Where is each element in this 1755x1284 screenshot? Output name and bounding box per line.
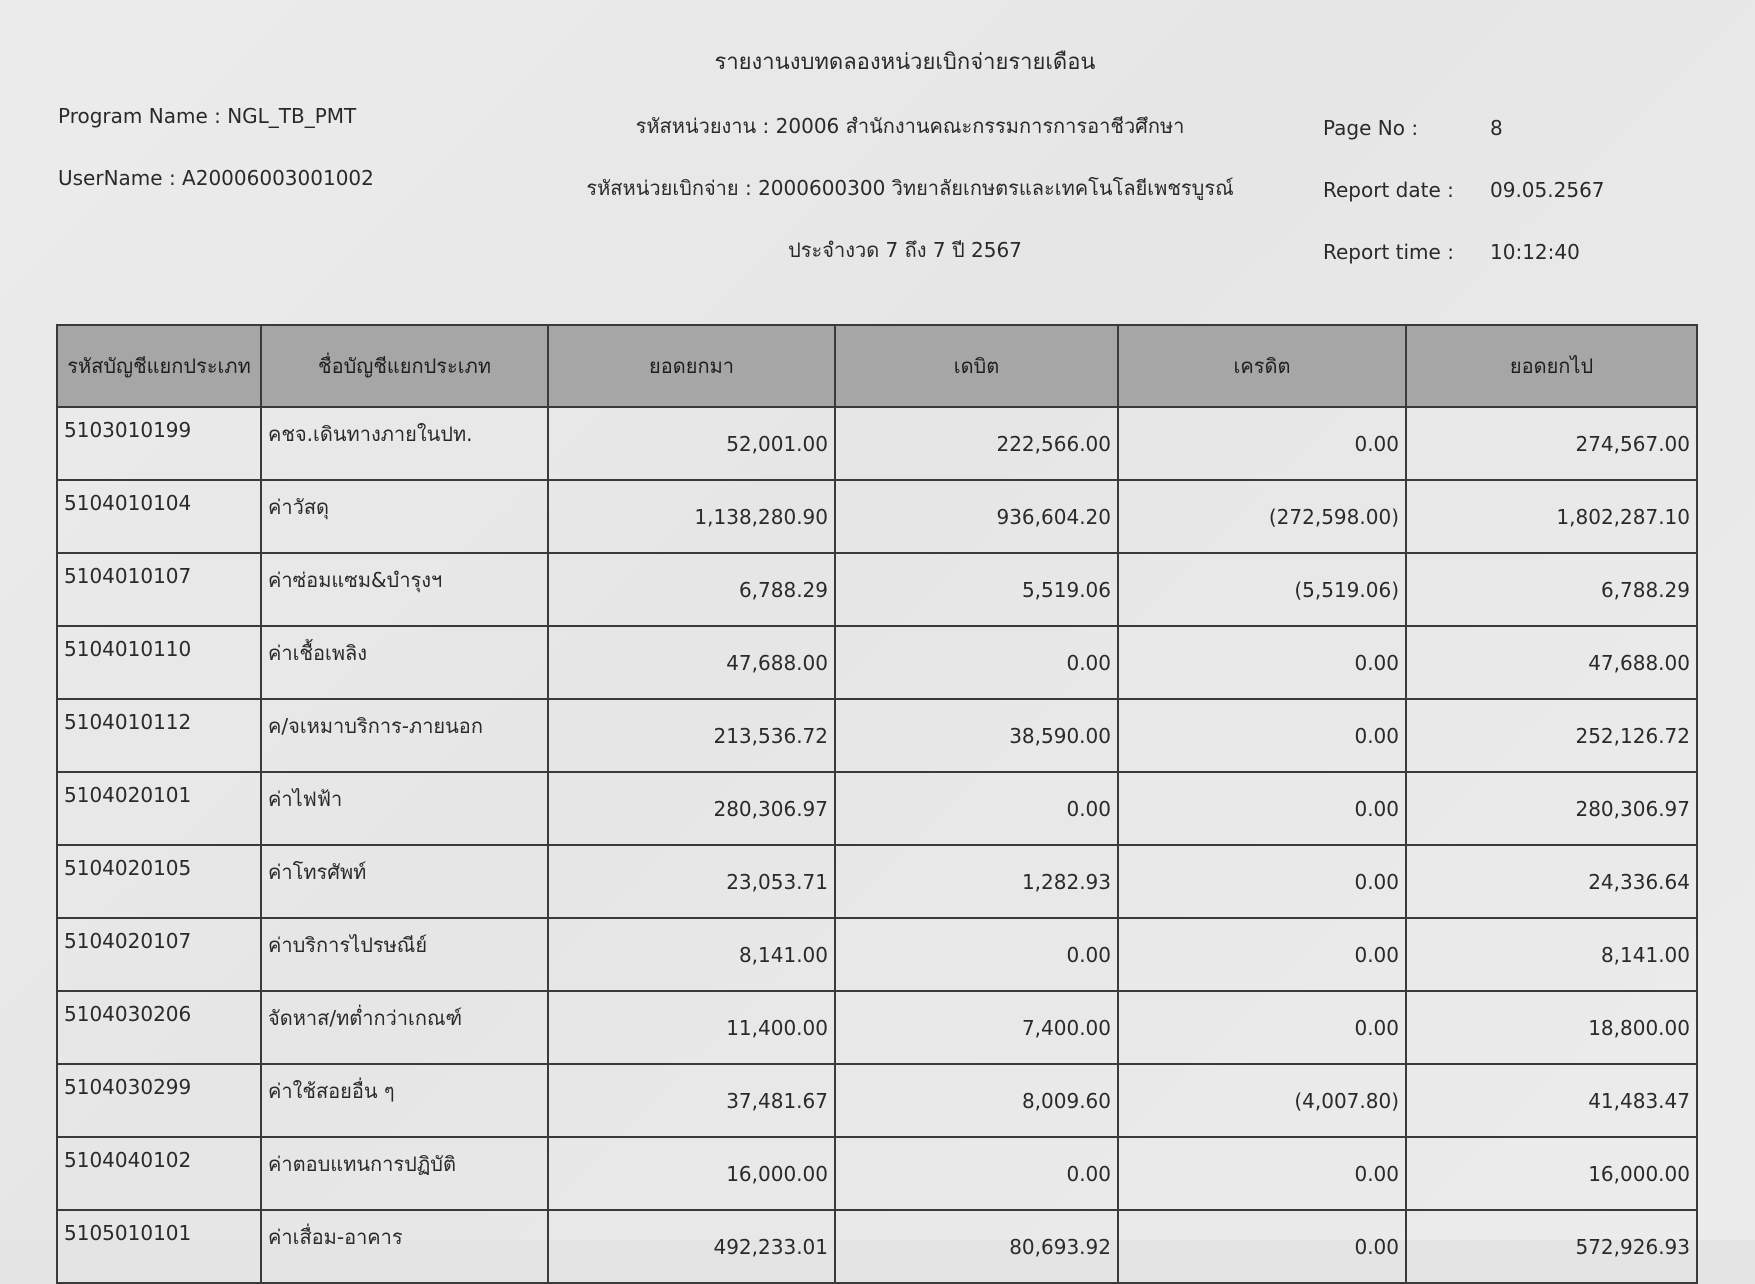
cell-debit: 0.00 <box>835 772 1118 845</box>
cell-carried-forward: 280,306.97 <box>1406 772 1697 845</box>
cell-brought-forward: 492,233.01 <box>548 1210 835 1283</box>
cell-brought-forward: 37,481.67 <box>548 1064 835 1137</box>
table-row <box>57 553 1697 626</box>
cell-carried-forward: 8,141.00 <box>1406 918 1697 991</box>
table-row <box>57 991 1697 1064</box>
cell-credit: 0.00 <box>1118 845 1406 918</box>
cell-debit: 38,590.00 <box>835 699 1118 772</box>
cell-debit: 0.00 <box>835 918 1118 991</box>
cell-account-name: ค/จเหมาบริการ-ภายนอก <box>261 699 548 772</box>
col-header-account-name: ชื่อบัญชีแยกประเภท <box>261 325 548 407</box>
table-header-row <box>57 325 1697 407</box>
cell-account-code: 5105010101 <box>57 1210 261 1283</box>
col-header-brought-forward: ยอดยกมา <box>548 325 835 407</box>
cell-debit: 1,282.93 <box>835 845 1118 918</box>
cell-credit: (4,007.80) <box>1118 1064 1406 1137</box>
table-row <box>57 1064 1697 1137</box>
cell-debit: 936,604.20 <box>835 480 1118 553</box>
cell-account-name: จัดหาส/ทต่ำกว่าเกณฑ์ <box>261 991 548 1064</box>
col-header-carried-forward: ยอดยกไป <box>1406 325 1697 407</box>
cell-debit: 0.00 <box>835 1137 1118 1210</box>
cell-account-code: 5103010199 <box>57 407 261 480</box>
table-row <box>57 772 1697 845</box>
cell-account-name: คชจ.เดินทางภายในปท. <box>261 407 548 480</box>
cell-account-name: ค่าเสื่อม-อาคาร <box>261 1210 548 1283</box>
table-row <box>57 1137 1697 1210</box>
report-date-value: 09.05.2567 <box>1490 178 1605 202</box>
cell-account-name: ค่าตอบแทนการปฏิบัติ <box>261 1137 548 1210</box>
cell-carried-forward: 572,926.93 <box>1406 1210 1697 1283</box>
cell-account-name: ค่าไฟฟ้า <box>261 772 548 845</box>
cell-brought-forward: 280,306.97 <box>548 772 835 845</box>
cell-brought-forward: 11,400.00 <box>548 991 835 1064</box>
table-row <box>57 407 1697 480</box>
table-body <box>57 407 1697 1283</box>
cell-brought-forward: 23,053.71 <box>548 845 835 918</box>
cell-brought-forward: 213,536.72 <box>548 699 835 772</box>
cell-credit: 0.00 <box>1118 1210 1406 1283</box>
cell-credit: (272,598.00) <box>1118 480 1406 553</box>
report-period: ประจำงวด 7 ถึง 7 ปี 2567 <box>788 238 1022 262</box>
cell-account-name: ค่าวัสดุ <box>261 480 548 553</box>
cell-carried-forward: 252,126.72 <box>1406 699 1697 772</box>
table-row <box>57 918 1697 991</box>
cell-brought-forward: 47,688.00 <box>548 626 835 699</box>
report-title: รายงานงบทดลองหน่วยเบิกจ่ายรายเดือน <box>714 50 1096 75</box>
table-row <box>57 699 1697 772</box>
cell-debit: 8,009.60 <box>835 1064 1118 1137</box>
col-header-account-code: รหัสบัญชีแยกประเภท <box>57 325 261 407</box>
cell-brought-forward: 16,000.00 <box>548 1137 835 1210</box>
cell-carried-forward: 1,802,287.10 <box>1406 480 1697 553</box>
disbursement-unit: รหัสหน่วยเบิกจ่าย : 2000600300 วิทยาลัยเกษตรและเทคโนโลยีเพชรบูรณ์ <box>586 176 1234 200</box>
cell-account-code: 5104020105 <box>57 845 261 918</box>
cell-credit: 0.00 <box>1118 772 1406 845</box>
col-header-credit: เครดิต <box>1118 325 1406 407</box>
cell-account-code: 5104010112 <box>57 699 261 772</box>
cell-debit: 222,566.00 <box>835 407 1118 480</box>
cell-account-name: ค่าเชื้อเพลิง <box>261 626 548 699</box>
report-time-value: 10:12:40 <box>1490 240 1580 264</box>
cell-debit: 5,519.06 <box>835 553 1118 626</box>
cell-account-code: 5104010110 <box>57 626 261 699</box>
cell-carried-forward: 41,483.47 <box>1406 1064 1697 1137</box>
table-row <box>57 1210 1697 1283</box>
table-row <box>57 845 1697 918</box>
cell-credit: 0.00 <box>1118 918 1406 991</box>
cell-brought-forward: 52,001.00 <box>548 407 835 480</box>
cell-carried-forward: 47,688.00 <box>1406 626 1697 699</box>
cell-credit: 0.00 <box>1118 991 1406 1064</box>
table-row <box>57 626 1697 699</box>
program-name: Program Name : NGL_TB_PMT <box>58 104 357 128</box>
cell-carried-forward: 24,336.64 <box>1406 845 1697 918</box>
report-time-label: Report time : <box>1323 240 1454 264</box>
cell-debit: 80,693.92 <box>835 1210 1118 1283</box>
cell-credit: 0.00 <box>1118 626 1406 699</box>
report-date-label: Report date : <box>1323 178 1454 202</box>
cell-account-name: ค่าบริการไปรษณีย์ <box>261 918 548 991</box>
cell-carried-forward: 274,567.00 <box>1406 407 1697 480</box>
cell-account-name: ค่าซ่อมแซม&บำรุงฯ <box>261 553 548 626</box>
cell-account-code: 5104030206 <box>57 991 261 1064</box>
cell-carried-forward: 6,788.29 <box>1406 553 1697 626</box>
cell-carried-forward: 16,000.00 <box>1406 1137 1697 1210</box>
cell-account-code: 5104010107 <box>57 553 261 626</box>
cell-account-code: 5104020107 <box>57 918 261 991</box>
cell-credit: 0.00 <box>1118 407 1406 480</box>
cell-debit: 7,400.00 <box>835 991 1118 1064</box>
page-no-label: Page No : <box>1323 116 1419 140</box>
cell-brought-forward: 1,138,280.90 <box>548 480 835 553</box>
table-row <box>57 480 1697 553</box>
page-no-value: 8 <box>1490 116 1503 140</box>
cell-credit: 0.00 <box>1118 1137 1406 1210</box>
username: UserName : A20006003001002 <box>58 166 374 190</box>
cell-account-name: ค่าใช้สอยอื่น ๆ <box>261 1064 548 1137</box>
cell-account-code: 5104040102 <box>57 1137 261 1210</box>
cell-credit: 0.00 <box>1118 699 1406 772</box>
cell-carried-forward: 18,800.00 <box>1406 991 1697 1064</box>
agency-code: รหัสหน่วยงาน : 20006 สำนักงานคณะกรรมการการอาชีวศึกษา <box>635 114 1185 138</box>
cell-account-code: 5104020101 <box>57 772 261 845</box>
cell-account-code: 5104010104 <box>57 480 261 553</box>
col-header-debit: เดบิต <box>835 325 1118 407</box>
trial-balance-table <box>56 324 1698 1284</box>
cell-debit: 0.00 <box>835 626 1118 699</box>
cell-account-name: ค่าโทรศัพท์ <box>261 845 548 918</box>
cell-credit: (5,519.06) <box>1118 553 1406 626</box>
cell-account-code: 5104030299 <box>57 1064 261 1137</box>
cell-brought-forward: 6,788.29 <box>548 553 835 626</box>
cell-brought-forward: 8,141.00 <box>548 918 835 991</box>
